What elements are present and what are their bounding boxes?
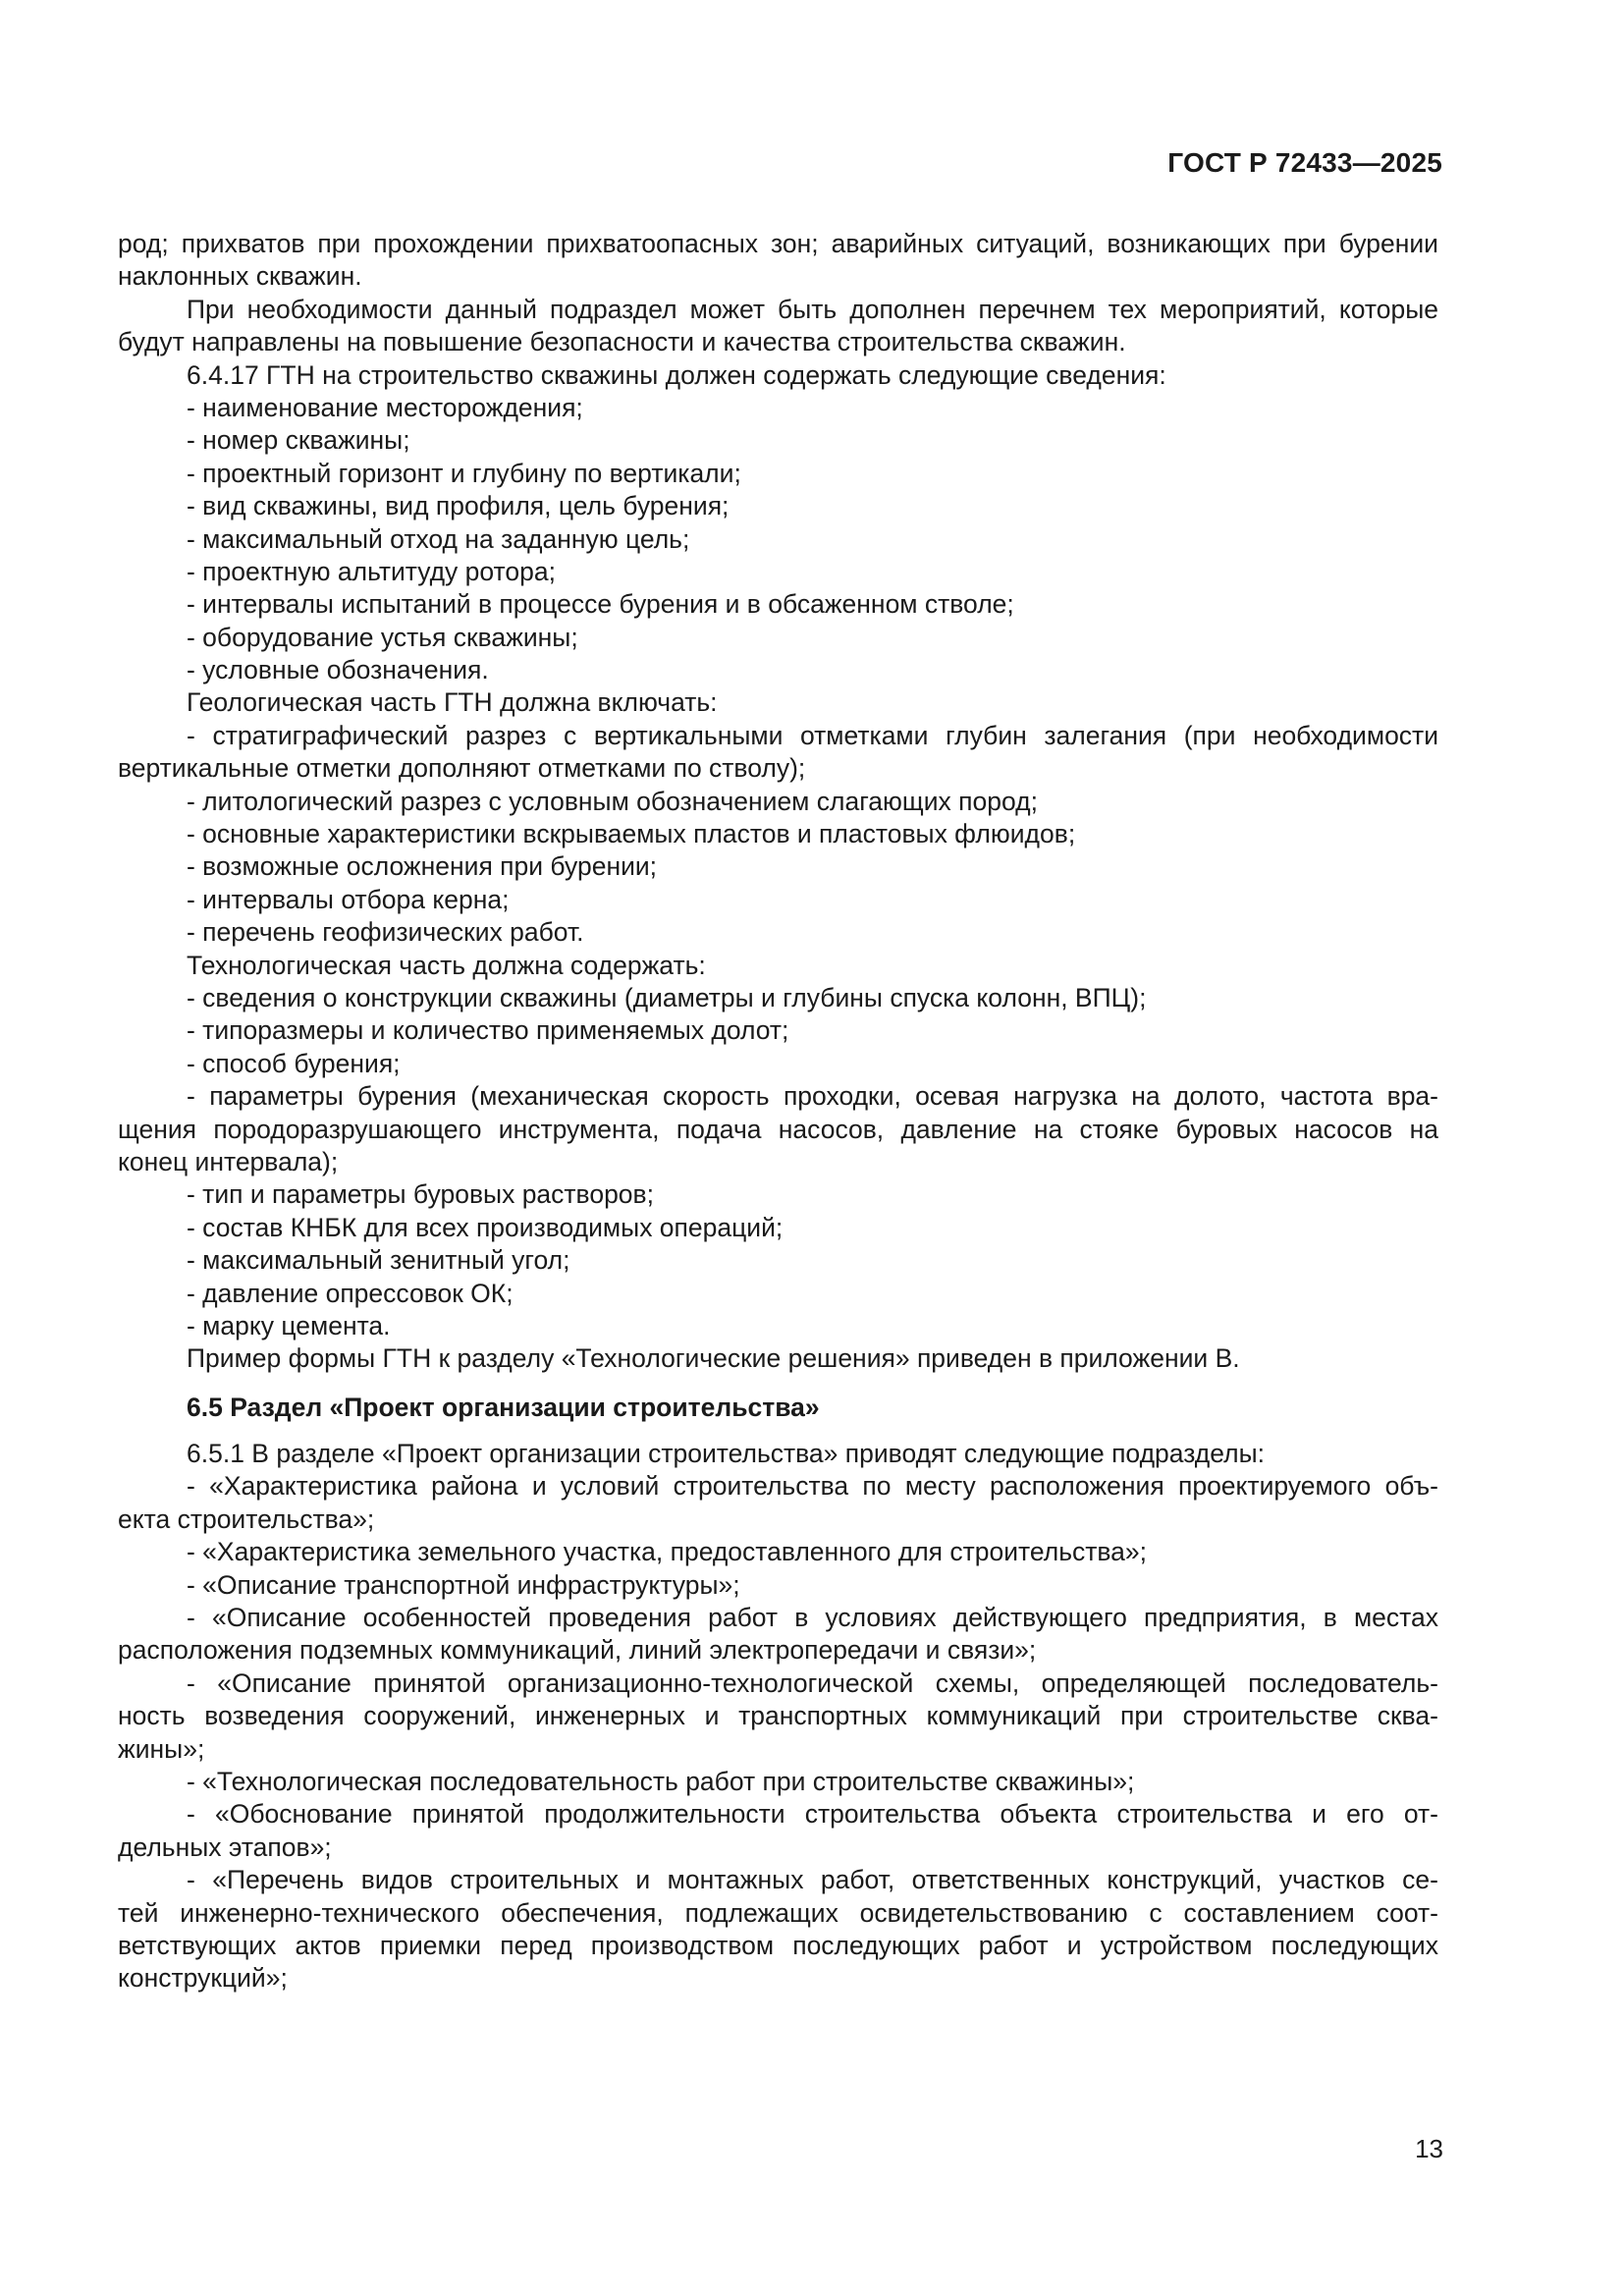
text-line: - оборудование устья скважины;: [187, 622, 578, 652]
text-line: Пример формы ГТН к разделу «Технологические решения» приведен в приложении В.: [187, 1343, 1240, 1374]
text-line: - «Описание транспортной инфраструктуры»;: [187, 1569, 740, 1600]
text-line: - марку цемента.: [187, 1310, 391, 1340]
text-line: екта строительства»;: [118, 1503, 375, 1534]
text-line: - максимальный зенитный угол;: [187, 1245, 570, 1276]
text-line: - перечень геофизических работ.: [187, 917, 584, 948]
text-line: вертикальные отметки дополняют отметками по стволу);: [118, 753, 806, 784]
text-line: щения породоразрушающего инструмента, подача насосов, давление на стояке буровых насосов на: [118, 1114, 1438, 1144]
text-line: - проектную альтитуду ротора;: [187, 556, 556, 586]
text-line: - основные характеристики вскрываемых пластов и пластовых флюидов;: [187, 819, 1076, 849]
text-line: - интервалы отбора керна;: [187, 884, 510, 914]
text-line: - давление опрессовок ОК;: [187, 1278, 514, 1308]
text-line: тей инженерно-технического обеспечения, подлежащих освидетельствованию с составлением соот-: [118, 1897, 1438, 1928]
text-line: род; прихватов при прохождении прихватоопасных зон; аварийных ситуаций, возникающих при бурении: [118, 229, 1438, 258]
document-body: [118, 228, 1438, 1995]
text-line: 6.4.17 ГТН на строительство скважины должен содержать следующие сведения:: [187, 359, 1166, 390]
text-line: Технологическая часть должна содержать:: [187, 950, 706, 980]
text-line: - литологический разрез с условным обозначением слагающих пород;: [187, 786, 1038, 816]
text-line: ветствующих актов приемки перед производством последующих работ и устройством последующих: [118, 1930, 1438, 1960]
text-line: расположения подземных коммуникаций, линий электропередачи и связи»;: [118, 1635, 1037, 1666]
text-line: ность возведения сооружений, инженерных и транспортных коммуникаций при строительстве сква-: [118, 1701, 1438, 1731]
text-line: - «Описание особенностей проведения работ в условиях действующего предприятия, в местах: [187, 1603, 1438, 1633]
text-line: - наименование месторождения;: [187, 392, 583, 422]
text-line: - вид скважины, вид профиля, цель бурения;: [187, 491, 730, 521]
text-line: - «Обоснование принятой продолжительности строительства объекта строительства и его от-: [187, 1799, 1438, 1830]
text-line: При необходимости данный подраздел может быть дополнен перечнем тех мероприятий, которые: [187, 294, 1438, 324]
page-number: 13: [1415, 2134, 1443, 2163]
text-line: - номер скважины;: [187, 425, 410, 456]
text-line: - параметры бурения (механическая скорость проходки, осевая нагрузка на долото, частота вра-: [187, 1081, 1438, 1112]
text-line: будут направлены на повышение безопасности и качества строительства скважин.: [118, 327, 1126, 357]
text-line: - сведения о конструкции скважины (диаметры и глубины спуска колонн, ВПЦ);: [187, 982, 1147, 1012]
text-line: конструкций»;: [118, 1963, 288, 1994]
text-line: дельных этапов»;: [118, 1831, 332, 1862]
text-line: - «Технологическая последовательность работ при строительстве скважины»;: [187, 1766, 1135, 1796]
text-line: - «Перечень видов строительных и монтажных работ, ответственных конструкций, участков се-: [187, 1865, 1438, 1895]
text-line: - условные обозначения.: [187, 655, 489, 685]
text-line: - «Описание принятой организационно-технологической схемы, определяющей последователь-: [187, 1667, 1438, 1698]
text-line: наклонных скважин.: [118, 261, 362, 292]
text-line: - стратиграфический разрез с вертикальными отметками глубин залегания (при необходимости: [187, 720, 1438, 750]
text-line: - максимальный отход на заданную цель;: [187, 523, 690, 554]
text-line: - «Характеристика района и условий строительства по месту расположения проектируемого объ-: [187, 1471, 1438, 1502]
text-line: Геологическая часть ГТН должна включать:: [187, 687, 718, 718]
text-line: - типоразмеры и количество применяемых долот;: [187, 1015, 789, 1046]
text-line: 6.5.1 В разделе «Проект организации строительства» приводят следующие подразделы:: [187, 1439, 1265, 1469]
standard-code: ГОСТ Р 72433—2025: [1167, 147, 1442, 178]
text-line: - «Характеристика земельного участка, предоставленного для строительства»;: [187, 1537, 1148, 1567]
text-line: конец интервала);: [118, 1146, 339, 1176]
text-line: - интервалы испытаний в процессе бурения и в обсаженном стволе;: [187, 589, 1014, 620]
section-heading: 6.5 Раздел «Проект организации строительства»: [187, 1392, 820, 1422]
text-line: - тип и параметры буровых растворов;: [187, 1179, 654, 1210]
text-line: - состав КНБК для всех производимых операций;: [187, 1212, 784, 1242]
text-line: - проектный горизонт и глубину по вертикали;: [187, 458, 741, 488]
text-line: - способ бурения;: [187, 1048, 401, 1078]
text-line: - возможные осложнения при бурении;: [187, 851, 658, 882]
text-line: жины»;: [118, 1733, 205, 1764]
